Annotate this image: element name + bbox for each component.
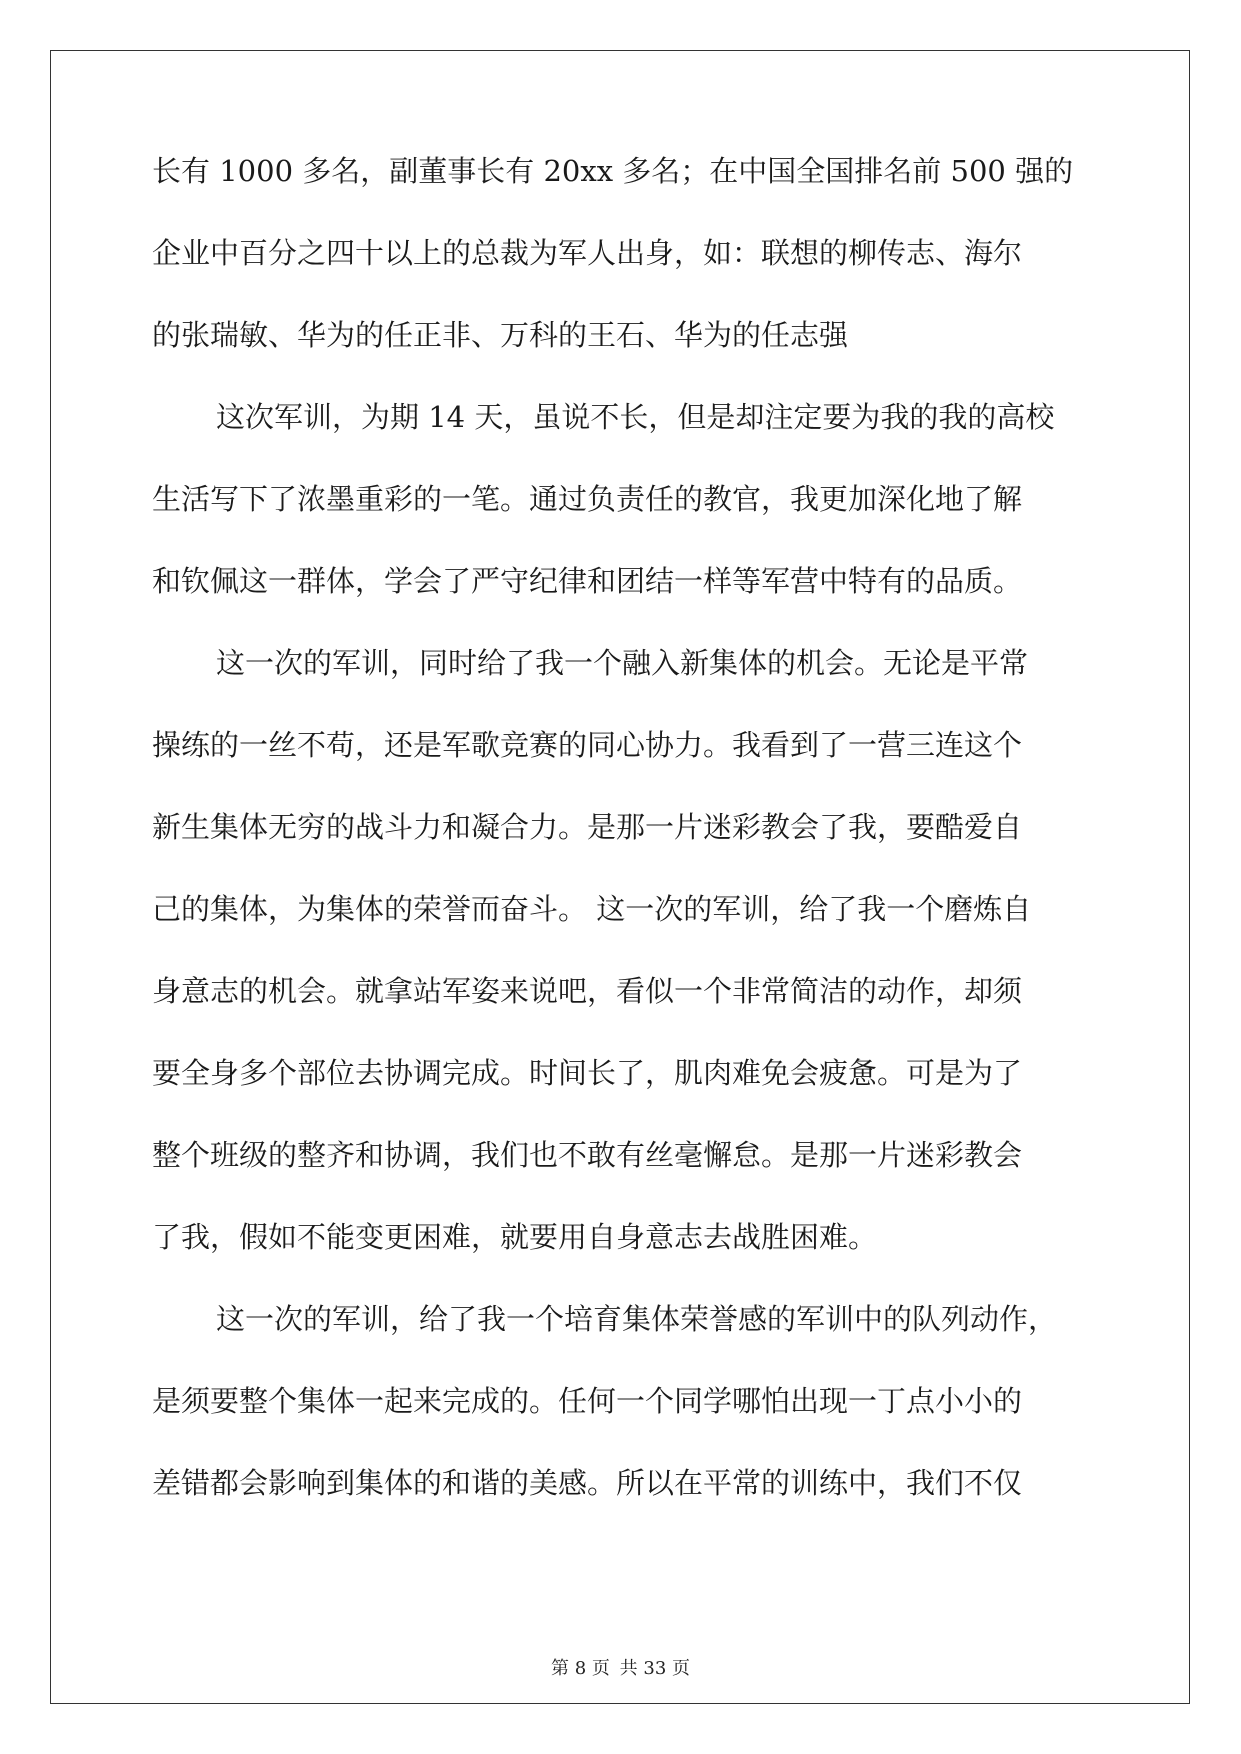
text-line: 是须要整个集体一起来完成的。任何一个同学哪怕出现一丁点小小的: [152, 1384, 1023, 1418]
text-line: 和钦佩这一群体，学会了严守纪律和团结一样等军营中特有的品质。: [152, 564, 1023, 598]
page-number: 第 8 页: [551, 1658, 610, 1679]
document-body: [152, 130, 1092, 1524]
text-line: 这一次的军训，同时给了我一个融入新集体的机会。无论是平常: [216, 646, 1029, 680]
text-line: 的张瑞敏、华为的任正非、万科的王石、华为的任志强: [152, 318, 849, 352]
text-line: 生活写下了浓墨重彩的一笔。通过负责任的教官，我更加深化地了解: [152, 482, 1023, 516]
text-line: 身意志的机会。就拿站军姿来说吧，看似一个非常简洁的动作，却须: [152, 974, 1023, 1008]
text-line: 新生集体无穷的战斗力和凝合力。是那一片迷彩教会了我，要酷爱自: [152, 810, 1023, 844]
text-line: 己的集体，为集体的荣誉而奋斗。 这一次的军训，给了我一个磨炼自: [152, 892, 1032, 926]
page-footer: [0, 1654, 1241, 1680]
text-line: 操练的一丝不苟，还是军歌竞赛的同心协力。我看到了一营三连这个: [152, 728, 1023, 762]
page-total: 共 33 页: [619, 1658, 690, 1679]
text-line: 要全身多个部位去协调完成。时间长了，肌肉难免会疲惫。可是为了: [152, 1056, 1023, 1090]
text-line: 整个班级的整齐和协调，我们也不敢有丝毫懈怠。是那一片迷彩教会: [152, 1138, 1023, 1172]
text-line: 差错都会影响到集体的和谐的美感。所以在平常的训练中，我们不仅: [152, 1466, 1023, 1500]
text-line: 企业中百分之四十以上的总裁为军人出身，如：联想的柳传志、海尔: [152, 236, 1023, 270]
text-line: 长有 1000 多名，副董事长有 20xx 多名；在中国全国排名前 500 强的: [152, 154, 1074, 188]
text-line: 这一次的军训，给了我一个培育集体荣誉感的军训中的队列动作，: [216, 1302, 1058, 1336]
text-line: 这次军训，为期 14 天，虽说不长，但是却注定要为我的我的高校: [216, 400, 1055, 434]
text-line: 了我，假如不能变更困难，就要用自身意志去战胜困难。: [152, 1220, 878, 1254]
